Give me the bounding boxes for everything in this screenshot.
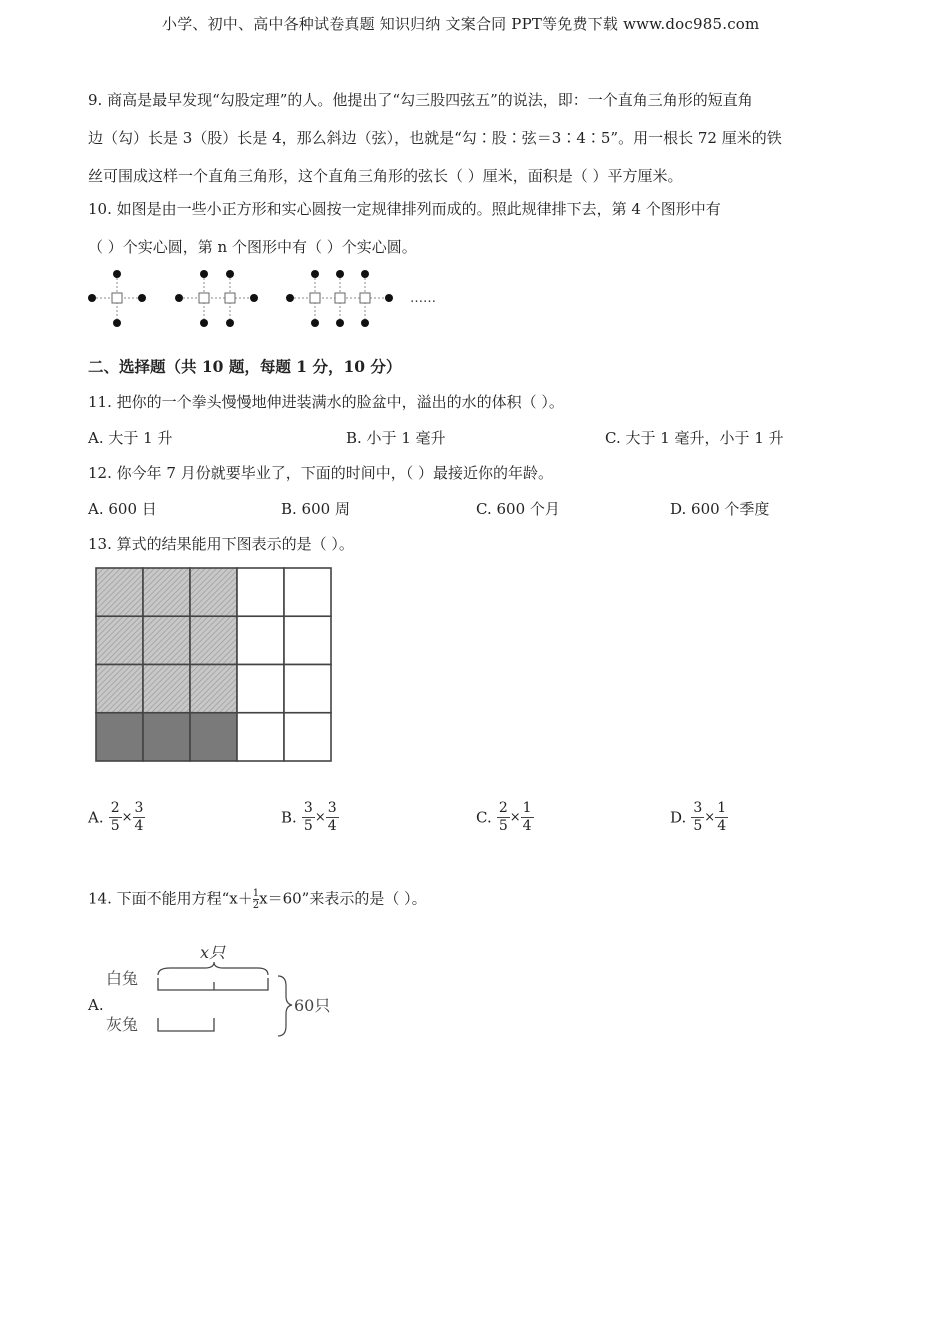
q14-stem-pre: 14. 下面不能用方程“x＋ bbox=[88, 889, 253, 908]
white-rabbit-segment bbox=[158, 978, 268, 990]
grid-cell bbox=[190, 665, 237, 713]
frac-num: 3 bbox=[693, 800, 703, 816]
frac-num: 1 bbox=[252, 888, 260, 899]
row-label-white-rabbit: 白兔 bbox=[106, 969, 139, 988]
frac-num: 1 bbox=[522, 800, 532, 816]
q11-option-b[interactable]: B. 小于 1 毫升 bbox=[346, 429, 446, 447]
q11-stem: 11. 把你的一个拳头慢慢地伸进装满水的脸盆中，溢出的水的体积（ ）。 bbox=[88, 393, 564, 411]
q12-option-c[interactable]: C. 600 个月 bbox=[476, 500, 560, 518]
frac-den: 5 bbox=[303, 818, 313, 834]
times-sign: × bbox=[704, 810, 716, 825]
frac-num: 2 bbox=[498, 800, 508, 816]
grid-cell bbox=[237, 665, 284, 713]
frac-den: 4 bbox=[327, 818, 337, 834]
right-brace bbox=[278, 976, 292, 1036]
grid-cell bbox=[143, 713, 190, 761]
q12-stem: 12. 你今年 7 月份就要毕业了，下面的时间中，（ ）最接近你的年龄。 bbox=[88, 464, 553, 482]
grid-cell bbox=[96, 713, 143, 761]
q10-line2: （ ）个实心圆，第 n 个图形中有（ ）个实心圆。 bbox=[88, 238, 417, 256]
q12-option-a[interactable]: A. 600 日 bbox=[88, 500, 157, 518]
pattern-dot bbox=[336, 319, 344, 327]
grid-cell bbox=[96, 665, 143, 713]
q14-stem bbox=[88, 888, 427, 911]
q10-line1: 10. 如图是由一些小正方形和实心圆按一定规律排列而成的。照此规律排下去，第 4 个图形中有 bbox=[88, 200, 721, 218]
frac-num: 3 bbox=[303, 800, 313, 816]
q9-line1: 9. 商高是最早发现“勾股定理”的人。他提出了“勾三股四弦五”的说法，即：一个直角三角形的短直角 bbox=[88, 91, 753, 109]
grid-cell bbox=[237, 616, 284, 664]
q12-option-d[interactable]: D. 600 个季度 bbox=[670, 500, 770, 518]
q14-stem-post: x＝60”来表示的是（ ）。 bbox=[259, 889, 427, 908]
q13-option-c-label: C. bbox=[476, 808, 492, 827]
row-label-gray-rabbit: 灰兔 bbox=[106, 1015, 139, 1034]
q13-option-a[interactable] bbox=[88, 800, 145, 835]
pattern-dot bbox=[88, 294, 96, 302]
grid-cell bbox=[143, 665, 190, 713]
pattern-dot bbox=[361, 319, 369, 327]
frac-den: 4 bbox=[717, 818, 727, 834]
q10-pattern-figure bbox=[84, 264, 464, 334]
grid-cell bbox=[284, 568, 331, 616]
q11-option-a[interactable]: A. 大于 1 升 bbox=[88, 429, 173, 447]
gray-rabbit-segment bbox=[158, 1018, 214, 1031]
frac-num: 2 bbox=[110, 800, 120, 816]
pattern-dot bbox=[286, 294, 294, 302]
pattern-dot bbox=[250, 294, 258, 302]
grid-cell bbox=[237, 713, 284, 761]
pattern-square bbox=[112, 293, 122, 303]
q9-line3: 丝可围成这样一个直角三角形，这个直角三角形的弦长（ ）厘米，面积是（ ）平方厘米。 bbox=[88, 167, 683, 185]
pattern-square bbox=[360, 293, 370, 303]
pattern-square bbox=[335, 293, 345, 303]
q14-option-a-label[interactable]: A. bbox=[88, 996, 104, 1014]
pattern-dot bbox=[138, 294, 146, 302]
grid-cell bbox=[190, 568, 237, 616]
q11-option-c[interactable]: C. 大于 1 毫升，小于 1 升 bbox=[605, 429, 784, 447]
times-sign: × bbox=[314, 810, 326, 825]
pattern-dot bbox=[226, 319, 234, 327]
frac-den: 4 bbox=[522, 818, 532, 834]
frac-den: 5 bbox=[110, 818, 120, 834]
q14-option-a-diagram bbox=[100, 938, 350, 1048]
q13-option-d[interactable] bbox=[670, 800, 728, 835]
top-brace bbox=[158, 962, 268, 975]
times-sign: × bbox=[509, 810, 521, 825]
q9-line2: 边（勾）长是 3（股）长是 4，那么斜边（弦），也就是“勾∶股∶弦＝3∶4∶5”。用一根长 72 厘米的铁 bbox=[88, 129, 782, 147]
frac-den: 2 bbox=[252, 900, 260, 911]
pattern-dot bbox=[113, 270, 121, 278]
frac-num: 3 bbox=[134, 800, 144, 816]
q13-grid-figure bbox=[94, 566, 334, 764]
pattern-dot bbox=[336, 270, 344, 278]
q13-option-a-label: A. bbox=[88, 808, 104, 827]
q13-option-c[interactable] bbox=[476, 800, 534, 835]
pattern-square bbox=[199, 293, 209, 303]
grid-cell bbox=[284, 713, 331, 761]
frac-num: 3 bbox=[327, 800, 337, 816]
grid-cell bbox=[190, 616, 237, 664]
q13-option-b[interactable] bbox=[281, 800, 339, 835]
pattern-ellipsis: …… bbox=[410, 291, 436, 306]
grid-cell bbox=[143, 616, 190, 664]
pattern-dot bbox=[200, 270, 208, 278]
grid-cell bbox=[284, 616, 331, 664]
frac-num: 1 bbox=[717, 800, 727, 816]
grid-cell bbox=[190, 713, 237, 761]
q12-option-b[interactable]: B. 600 周 bbox=[281, 500, 350, 518]
grid-cell bbox=[96, 616, 143, 664]
frac-den: 5 bbox=[693, 818, 703, 834]
q13-option-b-label: B. bbox=[281, 808, 297, 827]
pattern-dot bbox=[311, 319, 319, 327]
pattern-square bbox=[310, 293, 320, 303]
pattern-square bbox=[225, 293, 235, 303]
grid-cell bbox=[96, 568, 143, 616]
pattern-dot bbox=[311, 270, 319, 278]
frac-den: 5 bbox=[498, 818, 508, 834]
diagram-total-label: 60只 bbox=[294, 996, 331, 1015]
diagram-top-label: x只 bbox=[200, 943, 226, 962]
pattern-dot bbox=[113, 319, 121, 327]
pattern-dot bbox=[385, 294, 393, 302]
grid-cell bbox=[143, 568, 190, 616]
times-sign: × bbox=[121, 810, 133, 825]
pattern-dot bbox=[200, 319, 208, 327]
frac-den: 4 bbox=[134, 818, 144, 834]
q13-option-d-label: D. bbox=[670, 808, 687, 827]
page-header: 小学、初中、高中各种试卷真题 知识归纳 文案合同 PPT等免费下载 www.doc985.com bbox=[162, 15, 760, 33]
q13-stem: 13. 算式的结果能用下图表示的是（ ）。 bbox=[88, 535, 354, 553]
section-title: 二、选择题（共 10 题，每题 1 分，10 分） bbox=[88, 357, 402, 376]
pattern-dot bbox=[226, 270, 234, 278]
pattern-dot bbox=[175, 294, 183, 302]
grid-cell bbox=[284, 665, 331, 713]
grid-cell bbox=[237, 568, 284, 616]
pattern-dot bbox=[361, 270, 369, 278]
